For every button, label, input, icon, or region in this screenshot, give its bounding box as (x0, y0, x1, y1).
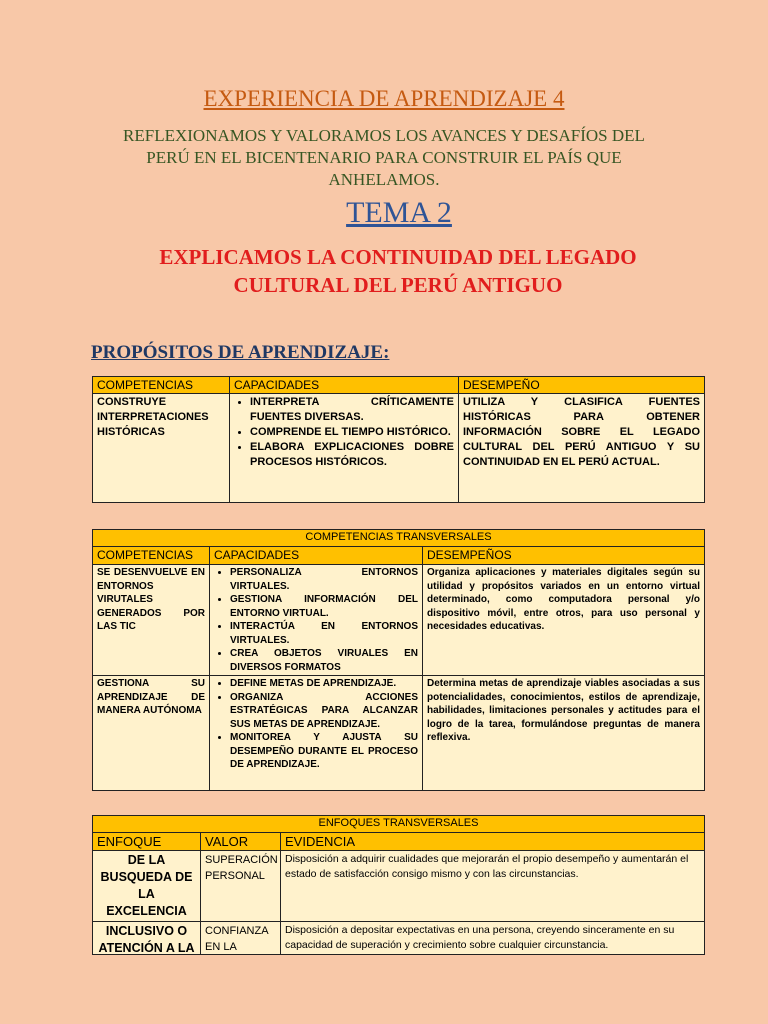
enfoque-text: INCLUSIVO O ATENCIÓN A LA (98, 924, 195, 953)
header-evidencia: EVIDENCIA (281, 833, 705, 851)
list-item: • ELABORA EXPLICACIONES DOBRE PROCESOS HISTÓRICOS. (250, 440, 454, 470)
header-desempeno: DESEMPEÑO (459, 377, 705, 394)
desempeno-cell: UTILIZA Y CLASIFICA FUENTES HISTÓRICAS PARA OBTENER INFORMACIÓN SOBRE EL LEGADO CULTURAL DEL PERÚ ANTIGUO Y SU CONTINUIDAD EN EL PERÚ ACTUAL. (459, 394, 705, 503)
valor-cell (201, 922, 281, 955)
table-title: ENFOQUES TRANSVERSALES (93, 816, 705, 833)
table-header-row (93, 547, 705, 565)
table-title-row (93, 816, 705, 833)
header-enfoque: ENFOQUE (93, 833, 201, 851)
list-item: • ORGANIZA ACCIONES ESTRATÉGICAS PARA ALCANZAR SUS METAS DE APRENDIZAJE. (230, 691, 418, 732)
table-header-row (93, 833, 705, 851)
evidencia-cell: Disposición a depositar expectativas en una persona, creyendo sinceramente en su capacidad de superación y crecimiento sobre cualquier circunstancia. (281, 922, 705, 955)
capacidades-cell (230, 394, 459, 503)
valor-cell: SUPERACIÓN PERSONAL (201, 851, 281, 922)
list-item: • PERSONALIZA ENTORNOS VIRTUALES. (230, 566, 418, 593)
table-header-row (93, 377, 705, 394)
header-desempenos: DESEMPEÑOS (423, 547, 705, 565)
header-capacidades: CAPACIDADES (210, 547, 423, 565)
table-title-row (93, 530, 705, 547)
enfoque-cell: DE LA BUSQUEDA DE LA EXCELENCIA (93, 851, 201, 922)
list-item: • GESTIONA INFORMACIÓN DEL ENTORNO VIRTUAL. (230, 593, 418, 620)
purposes-heading: PROPÓSITOS DE APRENDIZAJE: (91, 342, 390, 363)
capacidades-cell (210, 676, 423, 791)
enfoque-cell (93, 922, 201, 955)
purposes-table (92, 376, 705, 503)
enfoques-transversales-table (92, 815, 705, 955)
list-item: • INTERACTÚA EN ENTORNOS VIRTUALES. (230, 620, 418, 647)
header-competencias: COMPETENCIAS (93, 377, 230, 394)
capacidades-cell (210, 565, 423, 676)
competencias-transversales-table (92, 529, 705, 791)
table-row (93, 394, 705, 503)
header-capacidades: CAPACIDADES (230, 377, 459, 394)
list-item: • CREA OBJETOS VIRUALES EN DIVERSOS FORMATOS (230, 647, 418, 674)
competencia-cell: GESTIONA SU APRENDIZAJE DE MANERA AUTÓNOMA (93, 676, 210, 791)
desempeno-cell: Determina metas de aprendizaje viables asociadas a sus potencialidades, conocimientos, estilos de aprendizaje, habilidades, limitaciones personales y actitudes para el logro de la tarea, formulándose preguntas de manera reflexiva. (423, 676, 705, 791)
document-title: EXPERIENCIA DE APRENDIZAJE 4 (203, 86, 565, 111)
list-item: • INTERPRETA CRÍTICAMENTE FUENTES DIVERSAS. (250, 395, 454, 425)
list-item: • MONITOREA Y AJUSTA SU DESEMPEÑO DURANTE EL PROCESO DE APRENDIZAJE. (230, 731, 418, 772)
table-row (93, 565, 705, 676)
competencia-cell: SE DESENVUELVE EN ENTORNOS VIRUTALES GENERADOS POR LAS TIC (93, 565, 210, 676)
header-competencias: COMPETENCIAS (93, 547, 210, 565)
table-title: COMPETENCIAS TRANSVERSALES (93, 530, 705, 547)
document-subtitle: REFLEXIONAMOS Y VALORAMOS LOS AVANCES Y DESAFÍOS DEL PERÚ EN EL BICENTENARIO PARA CONSTRUIR EL PAÍS QUE ANHELAMOS. (123, 126, 645, 189)
topic-heading: EXPLICAMOS LA CONTINUIDAD DEL LEGADO CULTURAL DEL PERÚ ANTIGUO (159, 245, 637, 297)
table-row (93, 676, 705, 791)
table-row (93, 922, 705, 955)
tema-heading: TEMA 2 (346, 196, 452, 229)
table-row (93, 851, 705, 922)
list-item: • COMPRENDE EL TIEMPO HISTÓRICO. (250, 425, 454, 440)
valor-text: CONFIANZA EN LA (205, 925, 268, 953)
competencia-cell: CONSTRUYE INTERPRETACIONES HISTÓRICAS (93, 394, 230, 503)
list-item: • DEFINE METAS DE APRENDIZAJE. (230, 677, 418, 691)
evidencia-cell: Disposición a adquirir cualidades que mejorarán el propio desempeño y aumentarán el estado de satisfacción consigo mismo y con las circunstancias. (281, 851, 705, 922)
desempeno-cell: Organiza aplicaciones y materiales digitales según su utilidad y propósitos variados en un entorno virtual determinado, como computadora personal y/o dispositivo móvil, entre otros, para uso personal y necesidades educativas. (423, 565, 705, 676)
header-valor: VALOR (201, 833, 281, 851)
